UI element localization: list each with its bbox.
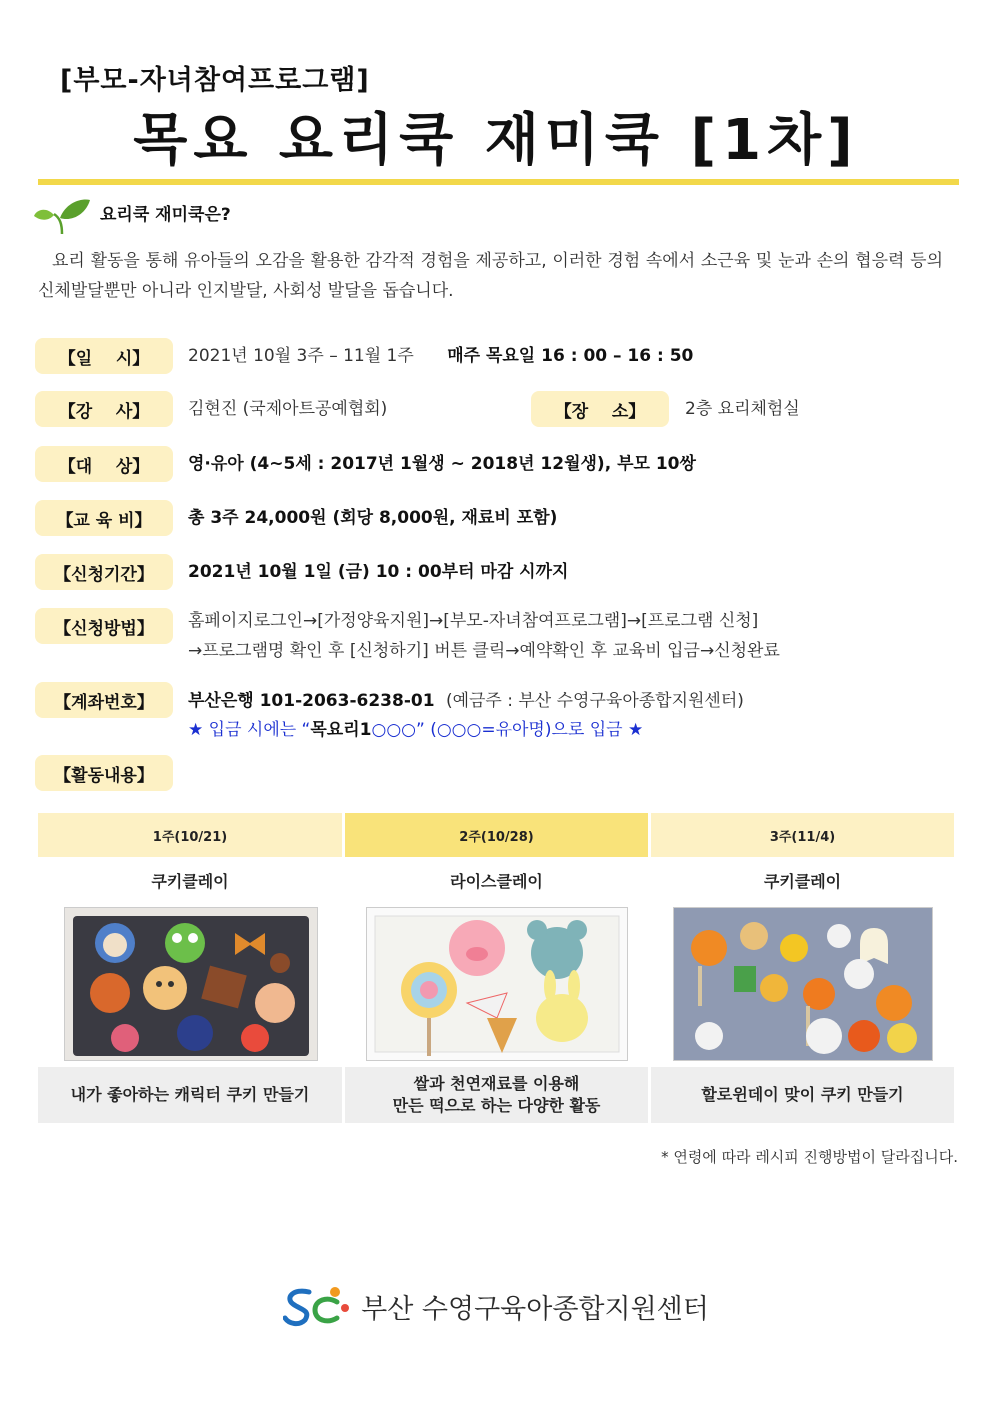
method-line-1: 홈페이지로그인→[가정양육지원]→[부모-자녀참여프로그램]→[프로그램 신청] <box>188 611 759 631</box>
organization-name: 부산 수영구육아종합지원센터 <box>361 1293 709 1325</box>
method-label: 【신청방법】 <box>35 608 173 644</box>
place-label: 【장 소】 <box>531 391 669 427</box>
method-line-2: →프로그램명 확인 후 [신청하기] 버튼 클릭→예약확인 후 교육비 입금→신청완료 <box>188 641 780 661</box>
target-value: 영·유아 (4~5세 : 2017년 1월생 ~ 2018년 12월생), 부모 10쌍 <box>188 454 696 474</box>
week-2-header: 2주(10/28) <box>345 813 648 857</box>
footer <box>0 1284 992 1328</box>
rice-clay-image <box>367 908 627 1060</box>
activity-label: 【활동내용】 <box>35 755 173 791</box>
date-schedule: 매주 목요일 16 : 00 – 16 : 50 <box>447 346 694 366</box>
date-label: 【일 시】 <box>35 338 173 374</box>
sprout-icon <box>32 196 92 236</box>
date-value <box>188 342 693 370</box>
week-1-photo <box>64 907 318 1061</box>
week-3-description: 할로윈데이 맞이 쿠키 만들기 <box>651 1067 954 1123</box>
target-label: 【대 상】 <box>35 446 173 482</box>
fee-label: 【교 육 비】 <box>35 500 173 536</box>
deposit-code: 목요리1 <box>310 720 372 740</box>
account-value <box>188 687 744 715</box>
account-number: 부산은행 101-2063-6238-01 <box>188 691 435 711</box>
center-logo-icon <box>283 1284 353 1328</box>
character-cookies-image <box>65 908 317 1060</box>
title-divider <box>38 179 959 185</box>
instructor-label: 【강 사】 <box>35 391 173 427</box>
week-3-photo <box>673 907 933 1061</box>
week-2-title: 라이스클레이 <box>450 871 543 891</box>
program-category: [부모-자녀참여프로그램] <box>60 65 370 96</box>
week-2-photo <box>366 907 628 1061</box>
instructor-value: 김현진 (국제아트공예협회) <box>188 399 388 419</box>
fee-value: 총 3주 24,000원 (회당 8,000원, 재료비 포함) <box>188 508 558 528</box>
period-label: 【신청기간】 <box>35 554 173 590</box>
account-label: 【계좌번호】 <box>35 682 173 718</box>
intro-text: 요리 활동을 통해 유아들의 오감을 활용한 감각적 경험을 제공하고, 이러한 경험 속에서 소근육 및 눈과 손의 협응력 등의 신체발달뿐만 아니라 인지발달, 사회성 발달을 돕습니다. <box>38 251 943 301</box>
page-title: 목요 요리쿡 재미쿡 [1차] <box>133 108 859 173</box>
account-holder: (예금주 : 부산 수영구육아종합지원센터) <box>445 691 744 711</box>
date-range: 2021년 10월 3주 – 11월 1주 <box>188 346 414 366</box>
intro-heading: 요리쿡 재미쿡은? <box>100 205 231 225</box>
deposit-note-prefix: ★ 입금 시에는 “ <box>188 720 311 740</box>
week-3-header: 3주(11/4) <box>651 813 954 857</box>
week-1-description: 내가 좋아하는 캐릭터 쿠키 만들기 <box>38 1067 342 1123</box>
halloween-cookies-image <box>674 908 932 1060</box>
week-1-title: 쿠키클레이 <box>151 871 229 891</box>
week-2-description: 쌀과 천연재료를 이용해 만든 떡으로 하는 다양한 활동 <box>345 1067 648 1123</box>
week-1-header: 1주(10/21) <box>38 813 342 857</box>
deposit-circles: ○○○ <box>371 720 416 740</box>
deposit-note-suffix: ” (○○○=유아명)으로 입금 ★ <box>416 720 644 740</box>
recipe-note: * 연령에 따라 레시피 진행방법이 달라집니다. <box>661 1148 958 1166</box>
place-value: 2층 요리체험실 <box>685 399 800 419</box>
period-value: 2021년 10월 1일 (금) 10 : 00부터 마감 시까지 <box>188 562 569 582</box>
week-3-title: 쿠키클레이 <box>763 871 842 891</box>
deposit-note <box>188 716 643 744</box>
